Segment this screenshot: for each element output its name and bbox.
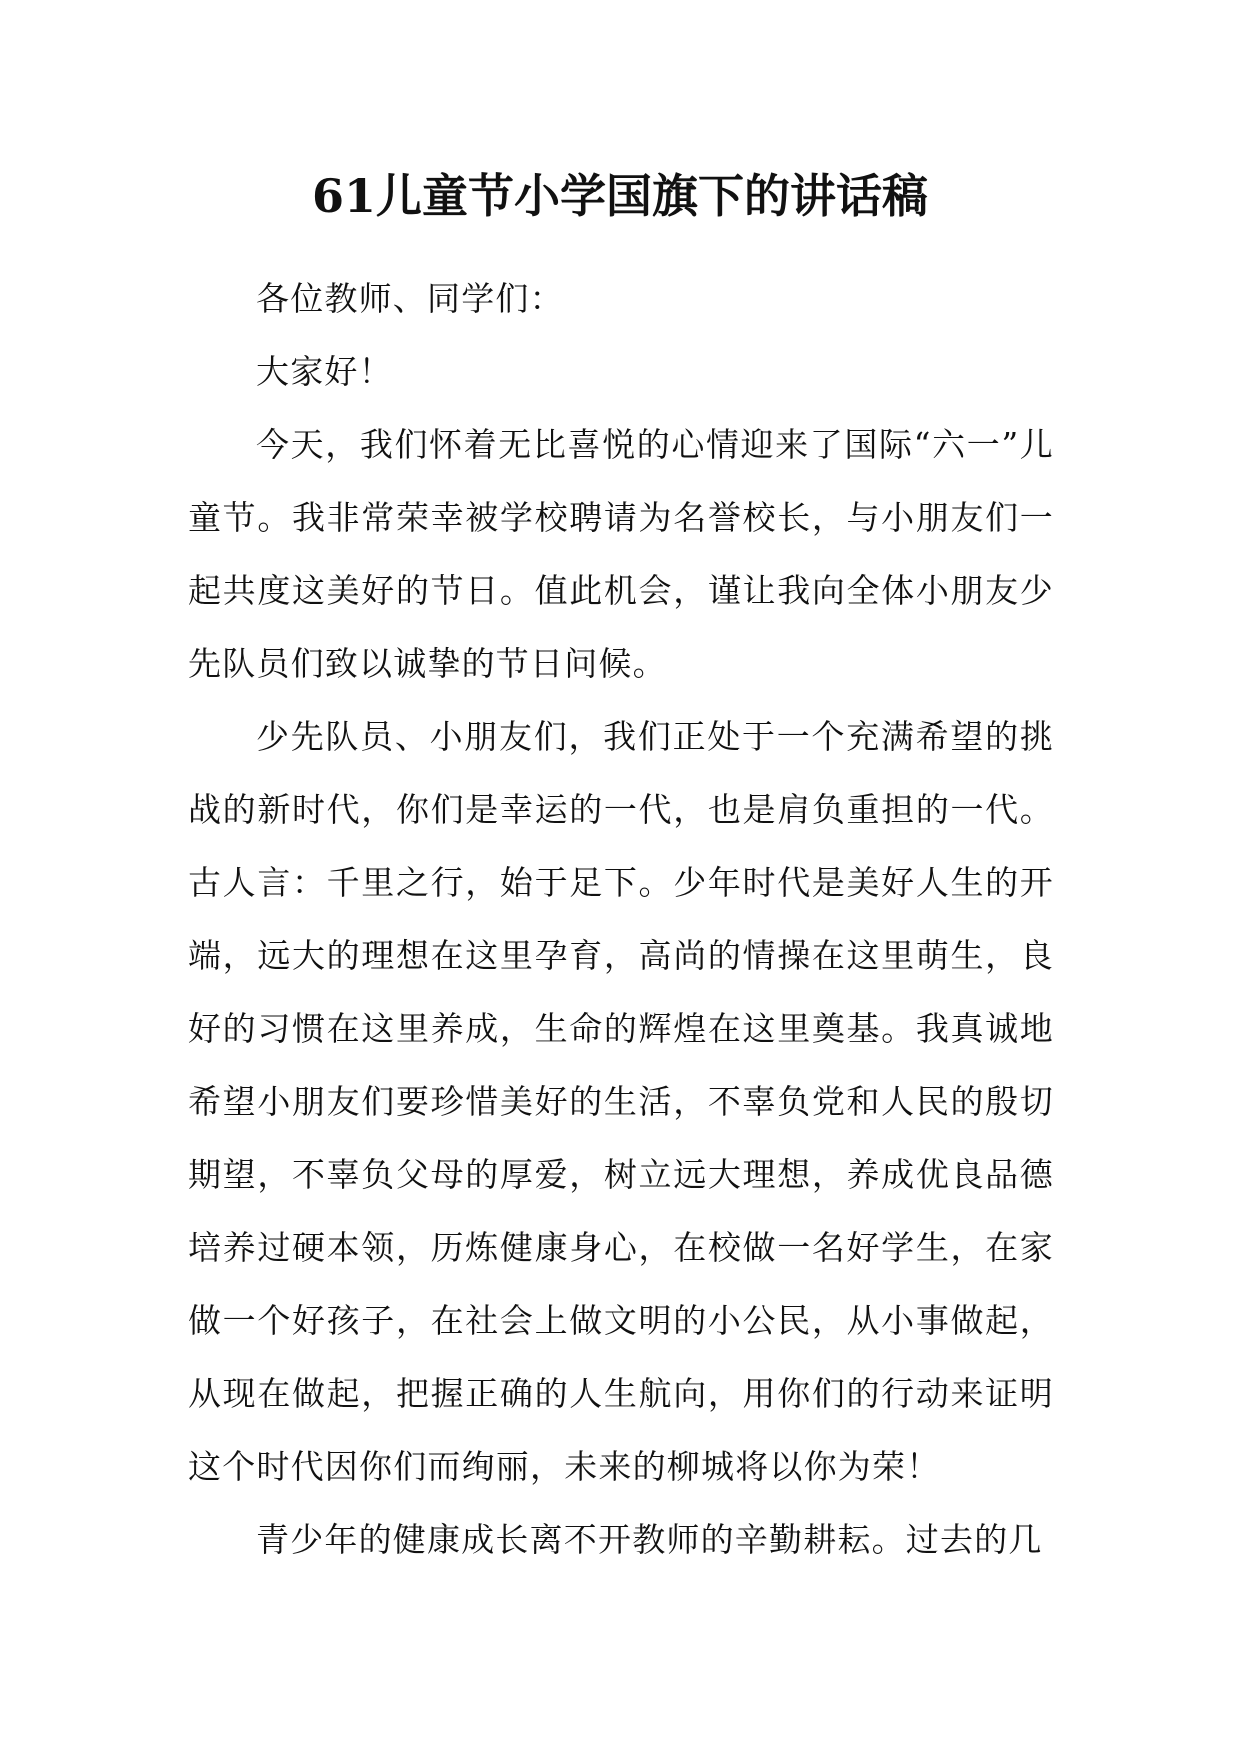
document-body [188,262,1054,1576]
paragraph-greeting: 大家好！ [256,352,393,391]
paragraph-teachers: 青少年的健康成长离不开教师的辛勤耕耘。过去的几 [256,1520,1043,1559]
paragraph-salutation: 各位教师、同学们： [256,279,564,318]
paragraph-opening: 今天，我们怀着无比喜悦的心情迎来了国际“六一”儿童节。我非常荣幸被学校聘请为名誉校长，与小朋友们一起共度这美好的节日。值此机会，谨让我向全体小朋友少先队员们致以诚挚的节日问候。 [188,425,1054,683]
document-title: 61儿童节小学国旗下的讲话稿 [311,169,928,223]
paragraph-message-to-students: 少先队员、小朋友们，我们正处于一个充满希望的挑战的新时代，你们是幸运的一代，也是肩负重担的一代。古人言：千里之行，始于足下。少年时代是美好人生的开端，远大的理想在这里孕育，高尚的情操在这里萌生，良好的习惯在这里养成，生命的辉煌在这里奠基。我真诚地希望小朋友们要珍惜美好的生活，不辜负党和人民的殷切期望，不辜负父母的厚爱，树立远大理想，养成优良品德培养过硬本领，历炼健康身心，在校做一名好学生，在家做一个好孩子，在社会上做文明的小公民，从小事做起，从现在做起，把握正确的人生航向，用你们的行动来证明这个时代因你们而绚丽，未来的柳城将以你为荣！ [188,717,1054,1486]
